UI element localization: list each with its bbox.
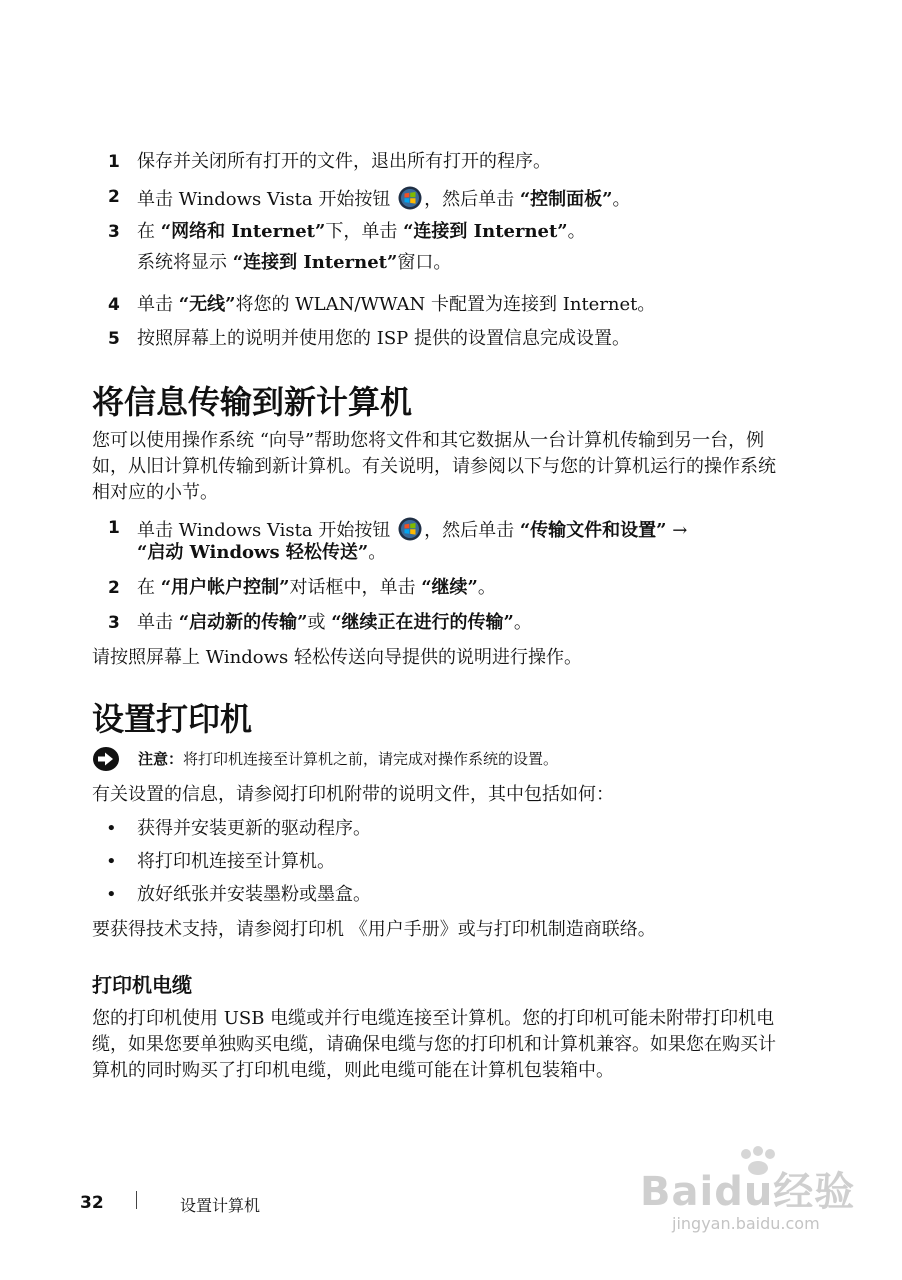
- step-text: 单击 Windows Vista 开始按钮 ，然后单击 “控制面板”。: [137, 186, 631, 211]
- watermark-url: jingyan.baidu.com: [672, 1214, 820, 1233]
- step-number: 3: [108, 613, 120, 633]
- step-number: 2: [108, 187, 120, 207]
- heading-cable: 打印机电缆: [92, 973, 192, 997]
- note-callout: [92, 746, 792, 772]
- chapter-title: 设置计算机: [180, 1196, 261, 1215]
- bullet-dot: •: [106, 818, 117, 839]
- step-text: 单击 “无线”将您的 WLAN/WWAN 卡配置为连接到 Internet。: [137, 294, 656, 315]
- step-subtext: 系统将显示 “连接到 Internet”窗口。: [137, 252, 452, 273]
- baidu-watermark: [640, 1150, 860, 1270]
- page-number: 32: [80, 1193, 104, 1213]
- heading-transfer: 将信息传输到新计算机: [92, 383, 413, 421]
- step-text: 保存并关闭所有打开的文件，退出所有打开的程序。: [137, 151, 551, 172]
- note-arrow-icon: [92, 746, 120, 772]
- heading-printer: 设置打印机: [92, 700, 253, 738]
- windows-vista-start-orb-icon: [398, 517, 422, 541]
- transfer-intro: 您可以使用操作系统 “向导”帮助您将文件和其它数据从一台计算机传输到另一台，例如，从旧计算机传输到新计算机。有关说明，请参阅以下与您的计算机运行的操作系统相对应的小节。: [92, 430, 776, 503]
- printer-intro: 有关设置的信息，请参阅打印机附带的说明文件，其中包括如何：: [92, 784, 614, 805]
- step-text: 在 “网络和 Internet”下，单击 “连接到 Internet”。: [137, 221, 586, 242]
- step-number: 1: [108, 152, 120, 172]
- transfer-outro: 请按照屏幕上 Windows 轻松传送向导提供的说明进行操作。: [92, 647, 582, 668]
- printer-outro: 要获得技术支持，请参阅打印机 《用户手册》或与打印机制造商联络。: [92, 919, 656, 940]
- step-text-continued: “启动 Windows 轻松传送”。: [137, 542, 387, 563]
- step-text: 在 “用户帐户控制”对话框中，单击 “继续”。: [137, 577, 496, 598]
- step-text: 单击 “启动新的传输”或 “继续正在进行的传输”。: [137, 612, 532, 633]
- bullet-dot: •: [106, 884, 117, 905]
- step-number: 5: [108, 329, 120, 349]
- bullet-dot: •: [106, 851, 117, 872]
- note-text: 注意：将打印机连接至计算机之前，请完成对操作系统的设置。: [138, 750, 559, 768]
- step-number: 3: [108, 222, 120, 242]
- step-text: 单击 Windows Vista 开始按钮 ，然后单击 “传输文件和设置” →: [137, 517, 687, 542]
- manual-page: 1 保存并关闭所有打开的文件，退出所有打开的程序。 2 单击 Windows Vista 开始按钮 ，然后单击 “控制面板”。 3 在 “网络和 Internet”下，单击 “连接到 Internet”。 系统将显示 “连接到 Internet”窗口。 4 单击 “无线”将您的 WLAN/WWAN 卡配置为连接到 Internet。 5 按照屏幕上的说明并使用您的 ISP 提供的设置信息完成设置。 将信息传输到新计算机 您可以使用操作系统 “向导”帮助您将文件和其它数据从一台计算机传输到另一台，例如，从旧计算机传输到新计算机。有关说明，请参阅以下与您的计算机运行的操作系统相对应的小节。 1 单击 Windows Vista 开始按钮 ，然后单击 “传输文件和设置” → “启动 Windows 轻松传送”。 2 在 “用户帐户控制”对话框中，单击 “继续”。 3 单击 “启动新的传输”或 “继续正在进行的传输”。 请按照屏幕上 Windows 轻松传送向导提供的说明进行操作。 设置打印机 注意：将打印机连接至计算机之前，请完成对操作系统的设置。 有关设置的信息，请参阅打印机附带的说明文件，其中包括如何： • 获得并安装更新的驱动程序。 • 将打印机连接至计算机。 • 放好纸张并安装墨粉或墨盒。 要获得技术支持，请参阅打印机 《用户手册》或与打印机制造商联络。 打印机电缆 您的打印机使用 USB 电缆或并行电缆连接至计算机。您的打印机可能未附带打印机电缆，如果您要单独购买电缆，请确保电缆与您的打印机和计算机兼容。如果您在购买计算机的同时购买了打印机电缆，则此电缆可能在计算机包装箱中。 32 设置计算机 Baidu经验 jingyan.baidu.com: [0, 0, 902, 1280]
- step-number: 2: [108, 578, 120, 598]
- footer-divider: [136, 1191, 137, 1209]
- step-number: 1: [108, 518, 120, 538]
- cable-body: 您的打印机使用 USB 电缆或并行电缆连接至计算机。您的打印机可能未附带打印机电缆，如果您要单独购买电缆，请确保电缆与您的打印机和计算机兼容。如果您在购买计算机的同时购买了打印机电缆，则此电缆可能在计算机包装箱中。: [92, 1008, 776, 1081]
- watermark-logo-text: Baidu经验: [640, 1169, 856, 1215]
- windows-vista-start-orb-icon: [398, 186, 422, 210]
- step-number: 4: [108, 295, 120, 315]
- step-text: 按照屏幕上的说明并使用您的 ISP 提供的设置信息完成设置。: [137, 328, 630, 349]
